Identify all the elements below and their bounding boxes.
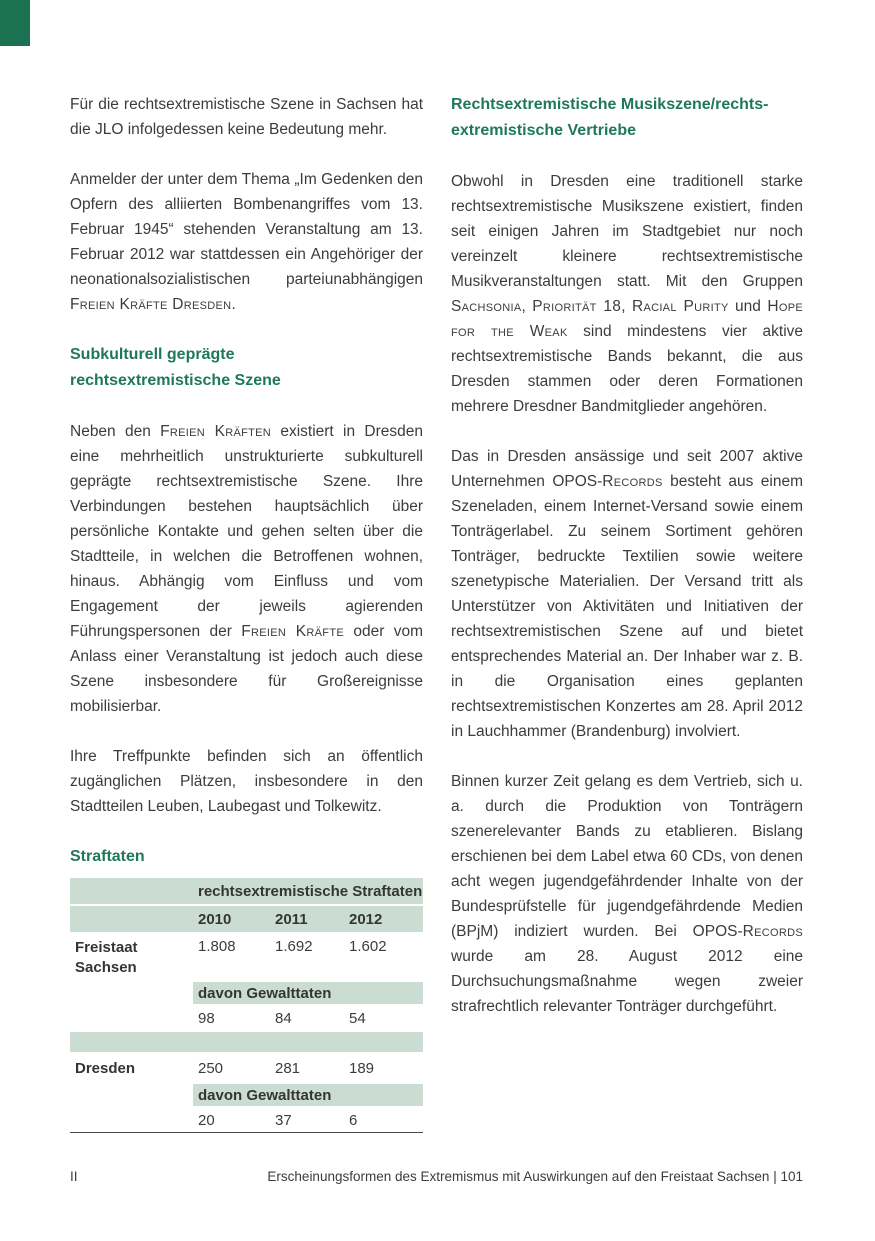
table-col-header: rechtsextremistische Straftaten	[193, 878, 423, 904]
table-cell-empty	[70, 1084, 193, 1106]
paragraph-musikszene	[451, 169, 803, 419]
table-cell-spacer	[70, 1032, 423, 1052]
text-run: Ihre Treffpunkte befinden sich an öffentlich zugänglichen Plätzen, insbesondere in den Stadtteilen Leuben, Laubegast und Tolkewitz.	[70, 748, 423, 815]
table-row-years	[70, 906, 423, 932]
table-row-gewalttaten-sachsen	[70, 1006, 423, 1030]
table-row-freistaat	[70, 934, 423, 980]
table-value: 250	[198, 1059, 224, 1077]
smallcaps-term: Priorität 18	[532, 298, 622, 315]
smallcaps-term: Freien Kräfte	[241, 623, 344, 640]
smallcaps-term: Sachsonia	[451, 298, 522, 315]
text-run: und	[728, 298, 768, 315]
table-row-subheader	[70, 1084, 423, 1106]
table-cell-empty	[70, 878, 193, 904]
text-run: existiert in Dresden eine mehrheitlich unstrukturierte subkulturell geprägte rechtsextremistische Szene. Ihre Verbindungen bestehen hauptsächlich über persönliche Kontakte und gehen selten über die Stadtteile, in welchen die Betroffenen wohnen, hinaus. Abhängig vom Einfluss und vom Engagement der jeweils agierenden Führungspersonen der	[70, 423, 423, 640]
text-run: Neben den	[70, 423, 161, 440]
table-value: 6	[349, 1111, 358, 1129]
table-value: 84	[275, 1009, 292, 1027]
text-run: Das in Dresden ansässige und seit 2007 aktive Unternehmen OPOS-	[451, 448, 803, 490]
text-run: wurde am 28. August 2012 eine Durchsuchungsmaßnahme wegen zweier strafrechtlich relevanter Tonträger durchgeführt.	[451, 948, 803, 1015]
heading-subkulturell	[70, 342, 423, 394]
text-run: sind mindestens vier aktive rechtsextremistische Bands bekannt, die aus Dresden stammen oder deren Formationen mehrere Dresdner Bandmitglieder angehören.	[451, 323, 804, 415]
text-run: Binnen kurzer Zeit gelang es dem Vertrieb, sich u. a. durch die Produktion von Tonträgern szenerelevanter Bands zu etablieren. Bislang erschienen bei dem Label etwa 60 CDs, von denen acht wegen jugendgefährdender Inhalte von der Bundesprüfstelle für jugendgefährdende Medien (BPjM) indiziert wurden. Bei OPOS-	[451, 773, 803, 940]
paragraph-subkultur	[70, 419, 423, 719]
table-row-header	[70, 878, 423, 904]
left-column	[70, 92, 423, 1133]
table-value: 20	[198, 1111, 215, 1129]
table-value: 281	[275, 1059, 301, 1077]
text-run: besteht aus einem Szeneladen, einem Internet-Versand sowie einem Tonträgerlabel. Zu seinem Sortiment gehören Tonträger, bedruckte Textilien sowie weitere szenetypische Materialien. Der Versand tritt als Unterstützer von Aktivitäten und Initiativen der rechtsextremistischen Szene auf und bietet entsprechendes Material an. Der Inhaber war z. B. in die Organisation eines geplanten rechtsextremistischen Konzertes am 28. April 2012 in Lauchhammer (Brandenburg) involviert.	[451, 473, 803, 740]
table-row-label: Dresden	[75, 1059, 136, 1077]
heading-musikszene	[451, 92, 803, 144]
heading-line: Subkulturell geprägte	[70, 346, 235, 363]
table-cell-empty	[70, 906, 193, 932]
paragraph-vertrieb	[451, 769, 803, 1019]
text-run: ,	[621, 298, 632, 315]
right-column	[451, 92, 803, 1133]
footer-chapter-number: II	[70, 1169, 78, 1184]
table-row-gewalttaten-dresden	[70, 1108, 423, 1132]
footer-separator: |	[773, 1169, 777, 1184]
heading-line: Rechtsextremistische Musikszene/rechts-	[451, 96, 769, 113]
table-cell-empty	[70, 982, 193, 1004]
table-row-subheader	[70, 982, 423, 1004]
heading-line: extremistische Vertriebe	[451, 122, 636, 139]
table-year: 2012	[344, 906, 423, 932]
smallcaps-term: Records	[602, 473, 663, 490]
paragraph-opos	[451, 444, 803, 744]
table-value: 1.808	[198, 938, 236, 955]
text-run: .	[231, 296, 236, 313]
heading-line: rechtsextremistische Szene	[70, 372, 281, 389]
table-row-label: Freistaat Sachsen	[75, 939, 138, 976]
table-cell-empty	[70, 1006, 193, 1030]
footer-title: Erscheinungsformen des Extremismus mit Auswirkungen auf den Freistaat Sachsen	[267, 1169, 770, 1184]
paragraph-anmelder	[70, 167, 423, 317]
table-year: 2011	[270, 906, 344, 932]
smallcaps-term: Records	[742, 923, 803, 940]
paragraph-jlo	[70, 92, 423, 142]
table-row-dresden	[70, 1054, 423, 1082]
page-footer	[70, 1168, 803, 1186]
table-subheader: davon Gewalttaten	[193, 982, 423, 1004]
footer-page-number: 101	[780, 1169, 803, 1184]
smallcaps-term: Freien Kräfte Dresden	[70, 296, 232, 313]
smallcaps-term: Hope for the Weak	[451, 298, 803, 340]
footer-right	[267, 1168, 803, 1186]
text-run: ,	[521, 298, 533, 315]
page-content	[70, 92, 803, 1133]
page-corner-mark	[0, 0, 30, 46]
heading-straftaten: Straftaten	[70, 848, 145, 865]
table-cell-empty	[70, 1108, 193, 1132]
text-run: Anmelder der unter dem Thema „Im Gedenken den Opfern des alliierten Bombenangriffes vom 13. Februar 1945“ stehenden Veranstaltung am 13. Februar 2012 war stattdessen ein Angehöriger der neonationalsozialistischen parteiunabhängigen	[70, 171, 423, 288]
table-row-spacer	[70, 1032, 423, 1052]
table-year: 2010	[193, 906, 270, 932]
smallcaps-term: Freien Kräften	[160, 423, 272, 440]
table-value: 54	[349, 1009, 366, 1027]
text-run: Für die rechtsextremistische Szene in Sachsen hat die JLO infolgedessen keine Bedeutung mehr.	[70, 96, 423, 138]
paragraph-treffpunkte	[70, 744, 423, 819]
smallcaps-term: Racial Purity	[631, 298, 729, 315]
text-run: oder vom Anlass einer Veranstaltung ist jedoch auch diese Szene insbesondere für Großereignisse mobilisierbar.	[70, 623, 424, 715]
table-value: 98	[198, 1009, 215, 1027]
table-value: 189	[349, 1059, 375, 1077]
table-subheader: davon Gewalttaten	[193, 1084, 423, 1106]
straftaten-table	[70, 878, 423, 1133]
table-value: 1.602	[349, 938, 387, 955]
table-value: 37	[275, 1111, 292, 1129]
table-value: 1.692	[275, 938, 313, 955]
text-run: Obwohl in Dresden eine traditionell starke rechtsextremistische Musikszene existiert, finden seit einigen Jahren im Stadtgebiet nur noch vereinzelt kleinere rechtsextremistische Musikveranstaltungen statt. Mit den Gruppen	[451, 173, 803, 290]
